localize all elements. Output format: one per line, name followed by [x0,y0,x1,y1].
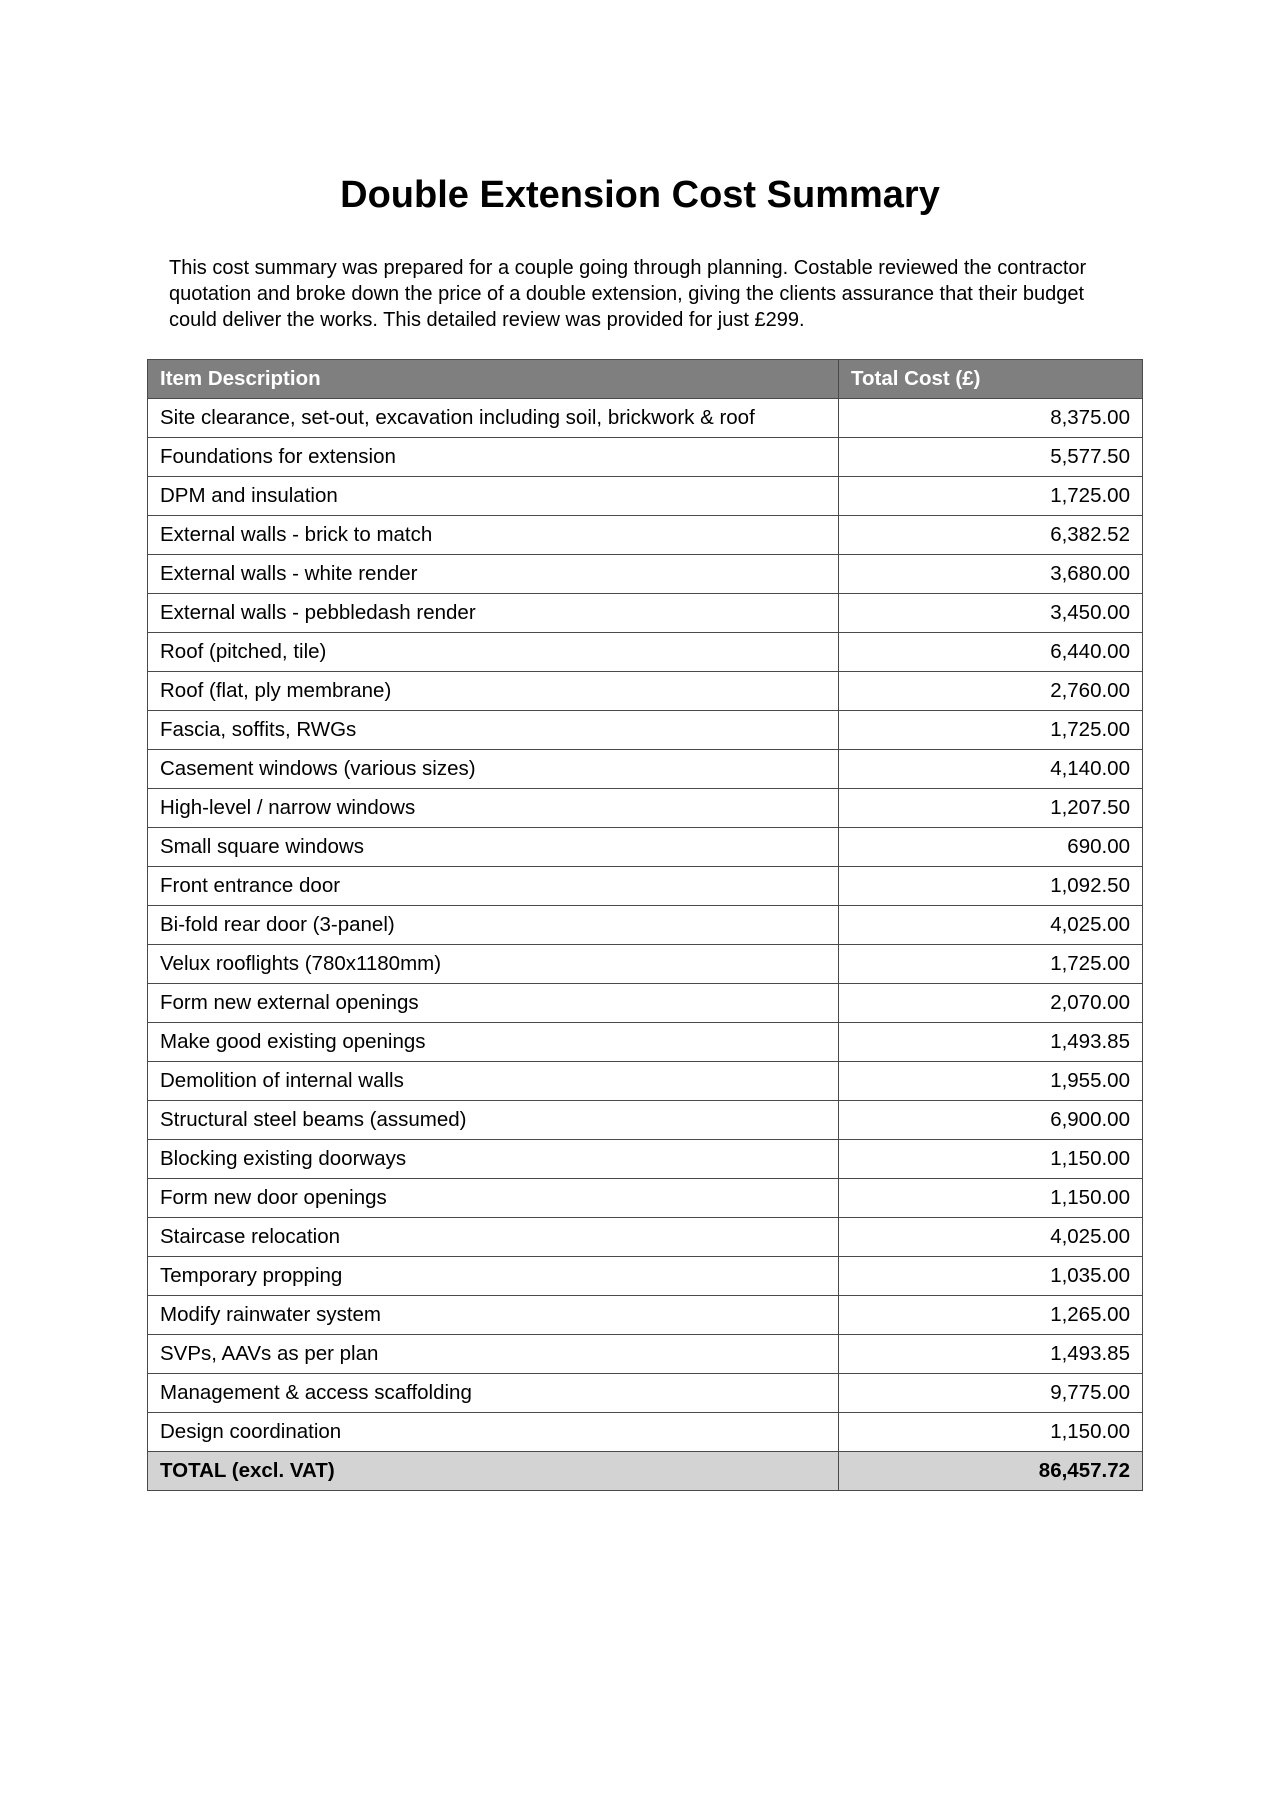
item-cost-cell: 1,725.00 [839,945,1143,984]
table-row [148,438,1143,477]
item-description-cell: Small square windows [148,828,839,867]
item-description-cell: Velux rooflights (780x1180mm) [148,945,839,984]
table-row [148,1374,1143,1413]
item-description-cell: Make good existing openings [148,1023,839,1062]
table-row [148,1023,1143,1062]
item-description-cell: SVPs, AAVs as per plan [148,1335,839,1374]
total-label: TOTAL (excl. VAT) [148,1452,839,1491]
item-cost-cell: 1,092.50 [839,867,1143,906]
item-description-cell: Blocking existing doorways [148,1140,839,1179]
item-description-cell: Roof (flat, ply membrane) [148,672,839,711]
item-cost-cell: 4,140.00 [839,750,1143,789]
table-row [148,750,1143,789]
item-cost-cell: 6,900.00 [839,1101,1143,1140]
item-cost-cell: 1,150.00 [839,1179,1143,1218]
item-description-cell: Staircase relocation [148,1218,839,1257]
item-description-cell: Foundations for extension [148,438,839,477]
item-cost-cell: 4,025.00 [839,906,1143,945]
item-description-cell: External walls - white render [148,555,839,594]
item-description-cell: Casement windows (various sizes) [148,750,839,789]
table-row [148,477,1143,516]
item-cost-cell: 6,440.00 [839,633,1143,672]
item-description-cell: Site clearance, set-out, excavation including soil, brickwork & roof [148,399,839,438]
item-cost-cell: 8,375.00 [839,399,1143,438]
item-description-cell: Design coordination [148,1413,839,1452]
table-row [148,1101,1143,1140]
item-cost-cell: 1,265.00 [839,1296,1143,1335]
item-description-cell: Demolition of internal walls [148,1062,839,1101]
item-description-cell: Form new external openings [148,984,839,1023]
table-row [148,399,1143,438]
item-cost-cell: 1,493.85 [839,1023,1143,1062]
item-cost-cell: 2,760.00 [839,672,1143,711]
item-description-cell: Front entrance door [148,867,839,906]
item-description-cell: Structural steel beams (assumed) [148,1101,839,1140]
item-cost-cell: 1,955.00 [839,1062,1143,1101]
item-cost-cell: 690.00 [839,828,1143,867]
item-description-cell: Management & access scaffolding [148,1374,839,1413]
item-cost-cell: 1,725.00 [839,477,1143,516]
table-row [148,594,1143,633]
item-cost-cell: 6,382.52 [839,516,1143,555]
item-cost-cell: 1,150.00 [839,1413,1143,1452]
table-row [148,984,1143,1023]
item-cost-cell: 1,725.00 [839,711,1143,750]
item-cost-cell: 2,070.00 [839,984,1143,1023]
page-title: Double Extension Cost Summary [340,174,940,216]
table-body [148,399,1143,1491]
item-description-cell: Modify rainwater system [148,1296,839,1335]
table-row [148,867,1143,906]
table-row [148,1062,1143,1101]
item-description-cell: Bi-fold rear door (3-panel) [148,906,839,945]
cost-table [147,359,1143,1491]
table-row [148,1257,1143,1296]
table-row [148,789,1143,828]
table-row [148,1413,1143,1452]
item-cost-cell: 4,025.00 [839,1218,1143,1257]
table-row [148,1296,1143,1335]
header-row [148,360,1143,399]
table-row [148,1218,1143,1257]
table-row [148,516,1143,555]
table-row [148,906,1143,945]
table-row [148,555,1143,594]
table-row [148,672,1143,711]
header-item-description: Item Description [148,360,839,399]
table-row [148,828,1143,867]
item-cost-cell: 1,207.50 [839,789,1143,828]
item-description-cell: Temporary propping [148,1257,839,1296]
table-row [148,711,1143,750]
item-description-cell: High-level / narrow windows [148,789,839,828]
table-header [148,360,1143,399]
item-description-cell: Roof (pitched, tile) [148,633,839,672]
item-description-cell: Form new door openings [148,1179,839,1218]
table-row [148,1140,1143,1179]
item-description-cell: External walls - brick to match [148,516,839,555]
item-cost-cell: 1,493.85 [839,1335,1143,1374]
table-row [148,945,1143,984]
header-total-cost: Total Cost (£) [839,360,1143,399]
item-cost-cell: 3,680.00 [839,555,1143,594]
table-row [148,633,1143,672]
intro-paragraph: This cost summary was prepared for a couple going through planning. Costable reviewed the contractor quotation and broke down the price of a double extension, giving the clients assurance that their budget could deliver the works. This detailed review was provided for just £299. [169,257,1087,331]
item-cost-cell: 9,775.00 [839,1374,1143,1413]
table-row [148,1179,1143,1218]
total-cost: 86,457.72 [839,1452,1143,1491]
item-description-cell: Fascia, soffits, RWGs [148,711,839,750]
item-cost-cell: 1,035.00 [839,1257,1143,1296]
item-cost-cell: 5,577.50 [839,438,1143,477]
total-row [148,1452,1143,1491]
item-description-cell: External walls - pebbledash render [148,594,839,633]
item-cost-cell: 3,450.00 [839,594,1143,633]
item-description-cell: DPM and insulation [148,477,839,516]
item-cost-cell: 1,150.00 [839,1140,1143,1179]
table-row [148,1335,1143,1374]
